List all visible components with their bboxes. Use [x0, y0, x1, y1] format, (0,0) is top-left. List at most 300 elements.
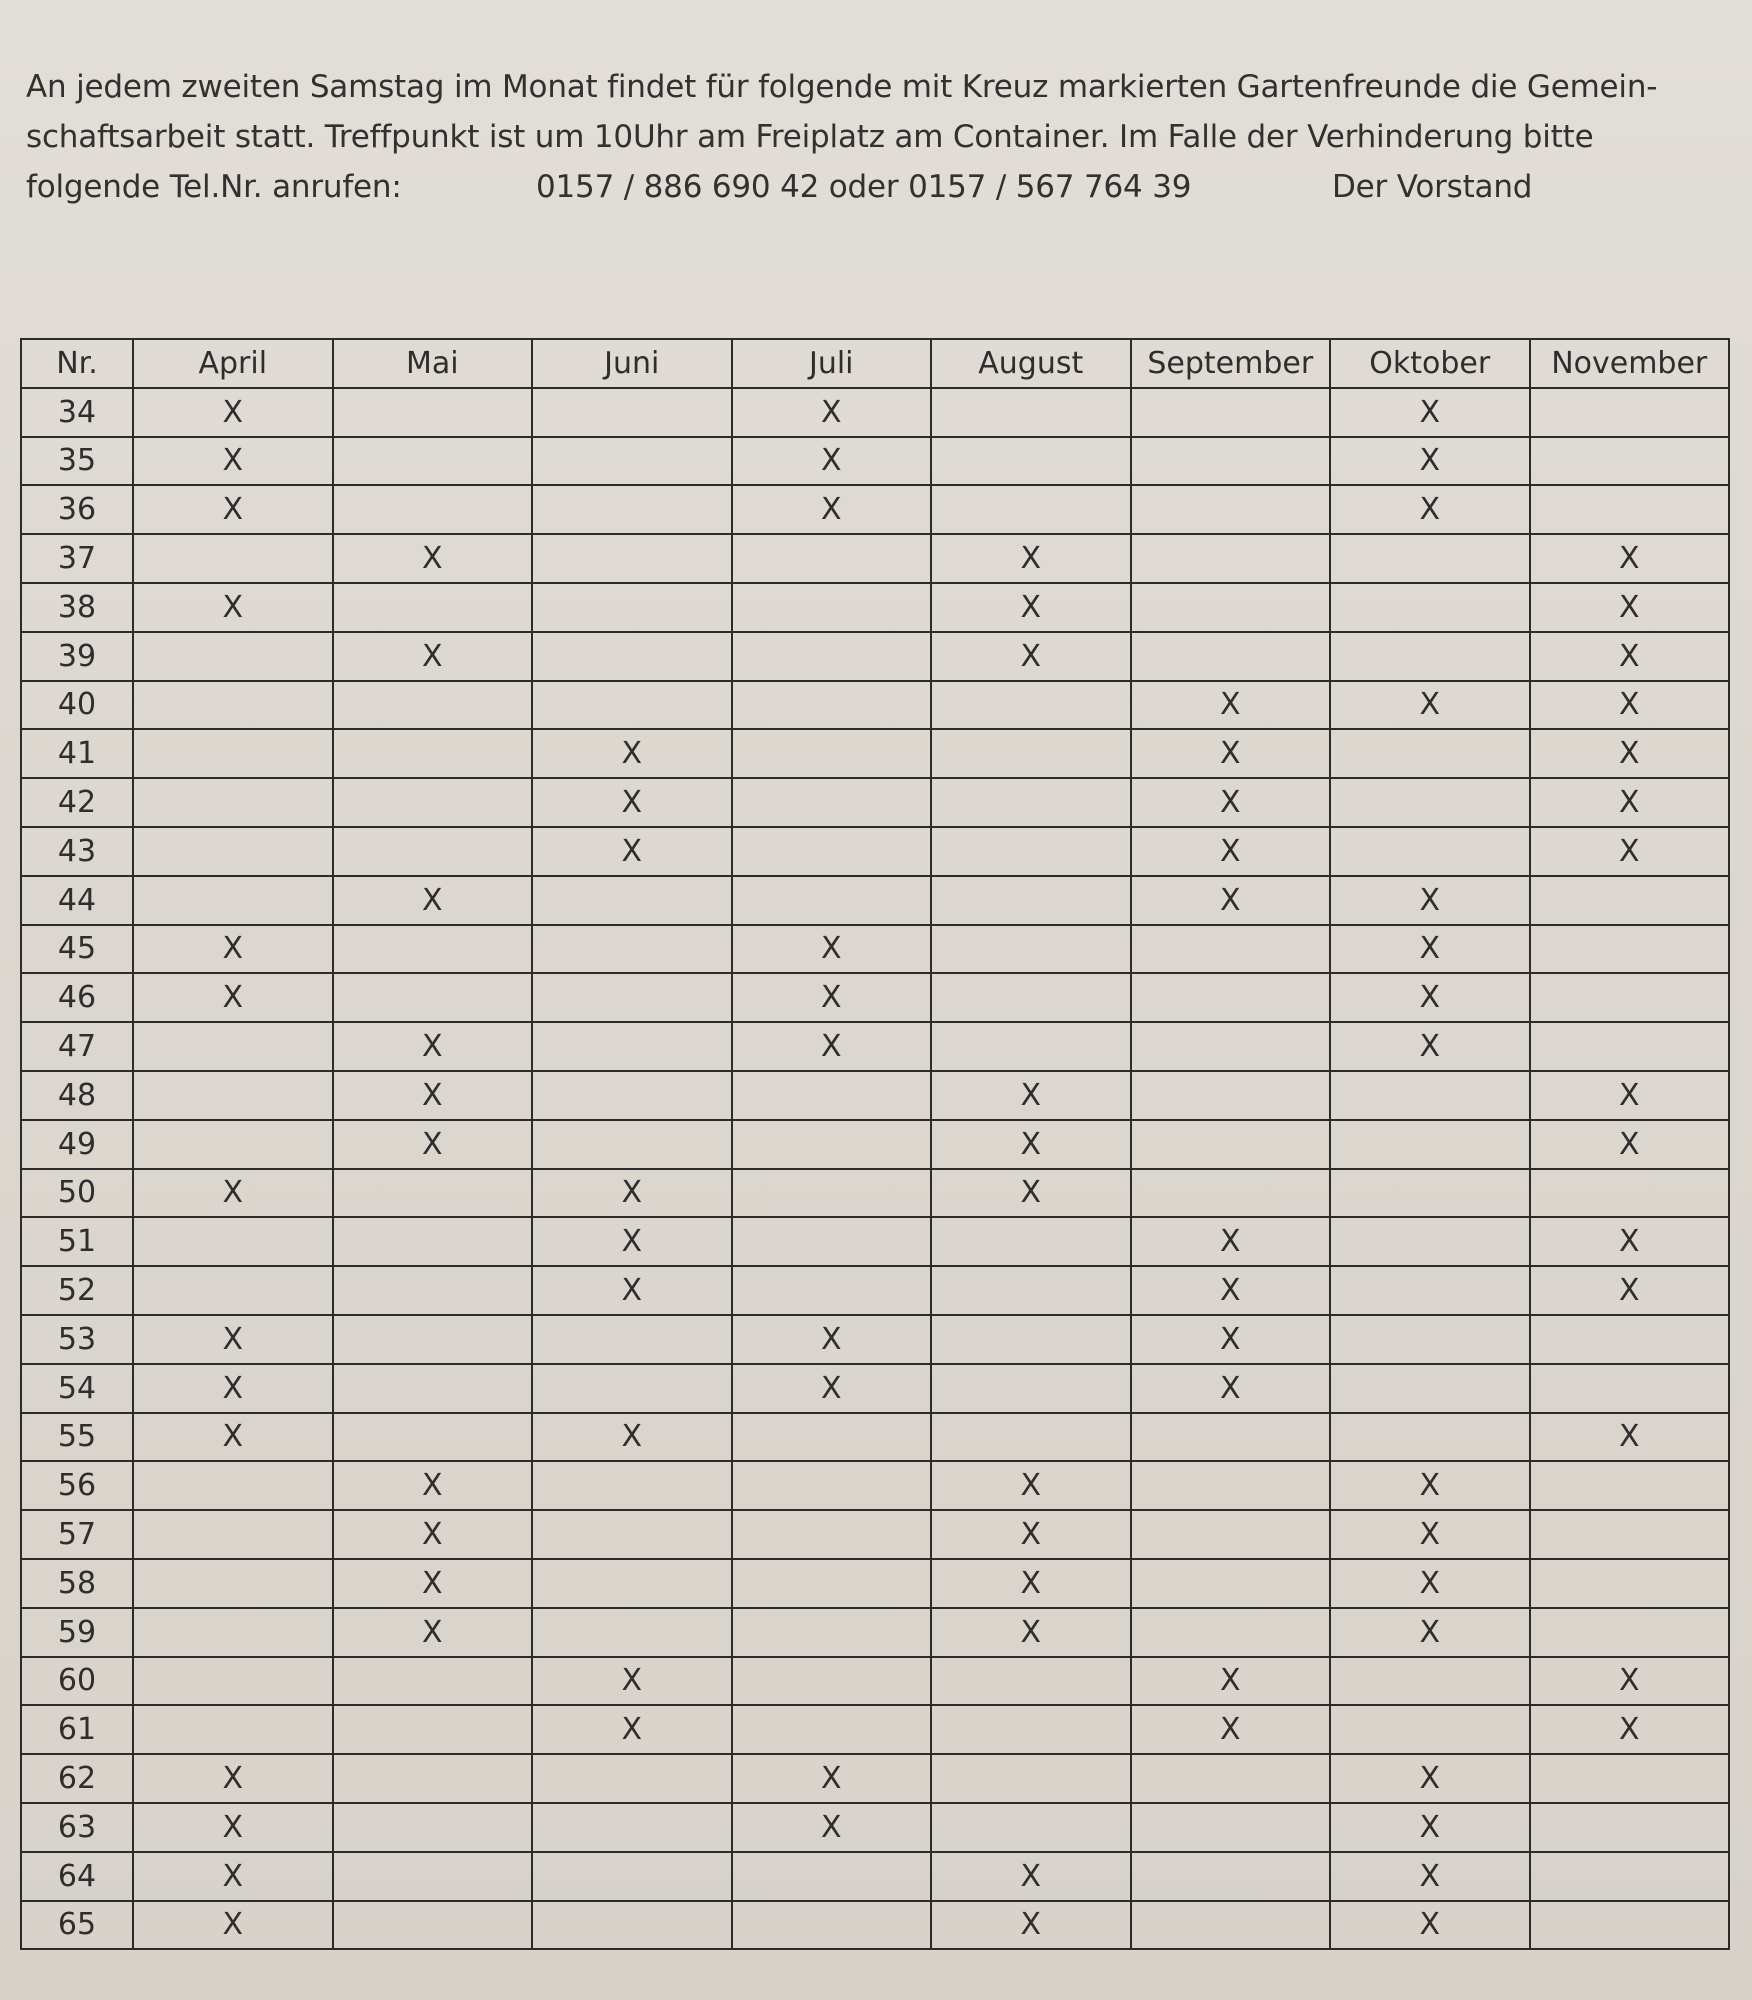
schedule-cell: X: [1131, 827, 1331, 876]
table-row: [21, 534, 1729, 583]
schedule-cell: [532, 534, 732, 583]
schedule-cell: [532, 437, 732, 486]
row-number: 41: [21, 729, 133, 778]
schedule-cell: X: [1530, 1657, 1730, 1706]
schedule-cell: [1131, 1754, 1331, 1803]
schedule-cell: [532, 1071, 732, 1120]
schedule-cell: X: [333, 876, 533, 925]
schedule-cell: [133, 729, 333, 778]
schedule-cell: [931, 1657, 1131, 1706]
schedule-cell: X: [931, 1510, 1131, 1559]
schedule-cell: [532, 1461, 732, 1510]
schedule-cell: [532, 485, 732, 534]
schedule-cell: [532, 1901, 732, 1950]
column-header: Juli: [732, 339, 932, 388]
schedule-cell: [732, 729, 932, 778]
schedule-cell: [1131, 1120, 1331, 1169]
row-number: 45: [21, 925, 133, 974]
schedule-cell: X: [1330, 1803, 1530, 1852]
schedule-cell: X: [532, 1413, 732, 1462]
schedule-cell: [732, 827, 932, 876]
schedule-cell: [133, 1510, 333, 1559]
schedule-cell: X: [732, 1364, 932, 1413]
schedule-cell: [1131, 437, 1331, 486]
schedule-cell: X: [732, 925, 932, 974]
schedule-cell: X: [1530, 632, 1730, 681]
schedule-cell: X: [1530, 1217, 1730, 1266]
schedule-cell: X: [133, 925, 333, 974]
schedule-cell: [333, 827, 533, 876]
schedule-cell: [931, 1705, 1131, 1754]
schedule-cell: X: [133, 485, 333, 534]
schedule-cell: [1131, 1852, 1331, 1901]
schedule-cell: X: [1330, 388, 1530, 437]
schedule-cell: [732, 1657, 932, 1706]
schedule-cell: [732, 1071, 932, 1120]
schedule-cell: [1330, 827, 1530, 876]
schedule-cell: X: [931, 1461, 1131, 1510]
table-row: [21, 1657, 1729, 1706]
schedule-cell: X: [532, 1169, 732, 1218]
schedule-cell: [1530, 1364, 1730, 1413]
schedule-cell: X: [1330, 973, 1530, 1022]
row-number: 51: [21, 1217, 133, 1266]
column-header: Nr.: [21, 339, 133, 388]
schedule-cell: [333, 1364, 533, 1413]
schedule-cell: [133, 1120, 333, 1169]
schedule-cell: [133, 1657, 333, 1706]
schedule-cell: [1330, 729, 1530, 778]
schedule-table: [20, 338, 1730, 1950]
schedule-cell: X: [532, 778, 732, 827]
schedule-cell: [931, 1803, 1131, 1852]
schedule-cell: [1330, 1266, 1530, 1315]
schedule-cell: [931, 1315, 1131, 1364]
schedule-cell: [1131, 1169, 1331, 1218]
schedule-cell: [931, 729, 1131, 778]
schedule-cell: X: [1530, 729, 1730, 778]
schedule-cell: X: [931, 534, 1131, 583]
schedule-cell: X: [133, 437, 333, 486]
schedule-cell: [333, 1852, 533, 1901]
schedule-cell: [1530, 1022, 1730, 1071]
column-header: Mai: [333, 339, 533, 388]
schedule-cell: [732, 583, 932, 632]
schedule-cell: X: [1330, 876, 1530, 925]
schedule-cell: [532, 973, 732, 1022]
schedule-cell: [1530, 1852, 1730, 1901]
row-number: 56: [21, 1461, 133, 1510]
row-number: 48: [21, 1071, 133, 1120]
table-row: [21, 973, 1729, 1022]
schedule-cell: [532, 1364, 732, 1413]
schedule-cell: [1131, 1510, 1331, 1559]
schedule-cell: [1131, 973, 1331, 1022]
schedule-cell: [133, 876, 333, 925]
table-row: [21, 1266, 1729, 1315]
schedule-cell: [532, 1120, 732, 1169]
schedule-cell: [133, 1022, 333, 1071]
schedule-cell: [333, 925, 533, 974]
column-header: August: [931, 339, 1131, 388]
schedule-cell: X: [532, 729, 732, 778]
column-header: April: [133, 339, 333, 388]
schedule-cell: [1330, 534, 1530, 583]
schedule-cell: [333, 1413, 533, 1462]
schedule-cell: [1330, 1315, 1530, 1364]
table-row: [21, 632, 1729, 681]
schedule-cell: X: [1131, 681, 1331, 730]
schedule-cell: [333, 1169, 533, 1218]
schedule-cell: [1131, 1608, 1331, 1657]
schedule-cell: X: [931, 1901, 1131, 1950]
schedule-cell: [732, 632, 932, 681]
schedule-cell: [732, 1169, 932, 1218]
schedule-cell: [732, 778, 932, 827]
table-row: [21, 437, 1729, 486]
schedule-cell: [1131, 388, 1331, 437]
schedule-cell: [333, 1266, 533, 1315]
schedule-cell: [1330, 778, 1530, 827]
schedule-cell: X: [333, 1510, 533, 1559]
schedule-cell: [732, 1120, 932, 1169]
schedule-cell: [333, 1705, 533, 1754]
schedule-cell: X: [931, 632, 1131, 681]
schedule-cell: [333, 583, 533, 632]
schedule-cell: [133, 632, 333, 681]
schedule-cell: [1330, 632, 1530, 681]
intro-line-3: folgende Tel.Nr. anrufen:: [26, 169, 402, 205]
schedule-cell: [133, 1705, 333, 1754]
schedule-cell: [1530, 1510, 1730, 1559]
schedule-cell: [1330, 1413, 1530, 1462]
schedule-cell: [333, 778, 533, 827]
schedule-cell: X: [732, 388, 932, 437]
schedule-cell: [1131, 1413, 1331, 1462]
schedule-cell: [532, 876, 732, 925]
column-header: November: [1530, 339, 1730, 388]
schedule-cell: X: [931, 1120, 1131, 1169]
row-number: 63: [21, 1803, 133, 1852]
schedule-cell: X: [1330, 681, 1530, 730]
schedule-cell: X: [1131, 1657, 1331, 1706]
schedule-cell: [1530, 1461, 1730, 1510]
schedule-cell: [333, 388, 533, 437]
row-number: 36: [21, 485, 133, 534]
row-number: 52: [21, 1266, 133, 1315]
schedule-cell: [532, 925, 732, 974]
row-number: 35: [21, 437, 133, 486]
schedule-cell: X: [732, 1754, 932, 1803]
schedule-cell: [1131, 925, 1331, 974]
schedule-cell: X: [1131, 1217, 1331, 1266]
row-number: 46: [21, 973, 133, 1022]
schedule-cell: X: [1530, 1413, 1730, 1462]
schedule-cell: X: [931, 1608, 1131, 1657]
schedule-cell: [532, 1608, 732, 1657]
row-number: 39: [21, 632, 133, 681]
schedule-cell: X: [133, 1852, 333, 1901]
schedule-cell: [732, 1852, 932, 1901]
table-row: [21, 778, 1729, 827]
schedule-cell: [732, 876, 932, 925]
schedule-cell: X: [1530, 583, 1730, 632]
schedule-cell: X: [1530, 827, 1730, 876]
table-row: [21, 1901, 1729, 1950]
schedule-cell: X: [333, 1022, 533, 1071]
schedule-cell: [931, 973, 1131, 1022]
schedule-cell: X: [1131, 876, 1331, 925]
schedule-cell: X: [1330, 1022, 1530, 1071]
schedule-cell: [1330, 1364, 1530, 1413]
schedule-cell: X: [1330, 1461, 1530, 1510]
schedule-cell: [532, 1510, 732, 1559]
schedule-cell: [931, 1413, 1131, 1462]
schedule-cell: [1530, 876, 1730, 925]
row-number: 50: [21, 1169, 133, 1218]
schedule-cell: [1330, 1071, 1530, 1120]
schedule-cell: [1530, 1169, 1730, 1218]
row-number: 64: [21, 1852, 133, 1901]
schedule-cell: X: [1330, 1852, 1530, 1901]
schedule-cell: [1131, 583, 1331, 632]
schedule-cell: X: [133, 1901, 333, 1950]
table-row: [21, 827, 1729, 876]
schedule-cell: [133, 681, 333, 730]
row-number: 59: [21, 1608, 133, 1657]
table-row: [21, 1803, 1729, 1852]
schedule-cell: X: [1530, 681, 1730, 730]
row-number: 55: [21, 1413, 133, 1462]
schedule-cell: [732, 1510, 932, 1559]
schedule-cell: X: [732, 973, 932, 1022]
row-number: 53: [21, 1315, 133, 1364]
schedule-cell: [931, 681, 1131, 730]
schedule-cell: X: [1330, 1559, 1530, 1608]
schedule-cell: [1131, 1022, 1331, 1071]
schedule-cell: X: [133, 1364, 333, 1413]
schedule-cell: [1131, 1461, 1331, 1510]
row-number: 60: [21, 1657, 133, 1706]
schedule-cell: X: [1131, 1364, 1331, 1413]
schedule-cell: X: [1330, 1510, 1530, 1559]
schedule-cell: X: [133, 1413, 333, 1462]
table-row: [21, 1071, 1729, 1120]
row-number: 61: [21, 1705, 133, 1754]
schedule-cell: [732, 1413, 932, 1462]
schedule-cell: X: [931, 1852, 1131, 1901]
table-row: [21, 1022, 1729, 1071]
schedule-cell: [732, 681, 932, 730]
schedule-cell: X: [931, 1071, 1131, 1120]
schedule-cell: [1530, 437, 1730, 486]
schedule-cell: X: [333, 632, 533, 681]
schedule-cell: [133, 1071, 333, 1120]
column-header: Juni: [532, 339, 732, 388]
row-number: 43: [21, 827, 133, 876]
schedule-cell: [1330, 1705, 1530, 1754]
schedule-cell: [931, 485, 1131, 534]
schedule-cell: [133, 1559, 333, 1608]
schedule-cell: X: [333, 1120, 533, 1169]
schedule-cell: [1530, 388, 1730, 437]
schedule-cell: [333, 1217, 533, 1266]
schedule-cell: [133, 1266, 333, 1315]
table-row: [21, 876, 1729, 925]
schedule-cell: X: [333, 1461, 533, 1510]
row-number: 47: [21, 1022, 133, 1071]
row-number: 34: [21, 388, 133, 437]
schedule-cell: [532, 1754, 732, 1803]
schedule-cell: [1530, 973, 1730, 1022]
table-row: [21, 1364, 1729, 1413]
schedule-cell: X: [1131, 778, 1331, 827]
schedule-cell: [1131, 1901, 1331, 1950]
schedule-cell: [1330, 1217, 1530, 1266]
schedule-cell: [333, 681, 533, 730]
table-row: [21, 1413, 1729, 1462]
schedule-cell: [133, 534, 333, 583]
schedule-cell: X: [133, 1169, 333, 1218]
schedule-cell: X: [1330, 485, 1530, 534]
schedule-cell: [1530, 1901, 1730, 1950]
schedule-cell: [333, 485, 533, 534]
row-number: 54: [21, 1364, 133, 1413]
table-row: [21, 1217, 1729, 1266]
schedule-cell: X: [1330, 925, 1530, 974]
row-number: 38: [21, 583, 133, 632]
schedule-cell: X: [1131, 729, 1331, 778]
table-row: [21, 681, 1729, 730]
schedule-cell: [333, 1315, 533, 1364]
schedule-cell: [532, 388, 732, 437]
table-row: [21, 388, 1729, 437]
schedule-cell: X: [1330, 437, 1530, 486]
table-row: [21, 1120, 1729, 1169]
schedule-cell: X: [732, 437, 932, 486]
schedule-cell: X: [532, 827, 732, 876]
schedule-cell: X: [532, 1266, 732, 1315]
schedule-cell: [532, 1852, 732, 1901]
schedule-cell: [931, 1022, 1131, 1071]
row-number: 58: [21, 1559, 133, 1608]
schedule-cell: X: [1131, 1315, 1331, 1364]
table-row: [21, 1852, 1729, 1901]
schedule-cell: [1530, 925, 1730, 974]
row-number: 62: [21, 1754, 133, 1803]
schedule-cell: X: [133, 583, 333, 632]
schedule-cell: [732, 1217, 932, 1266]
schedule-cell: X: [732, 1022, 932, 1071]
schedule-cell: X: [133, 1803, 333, 1852]
table-row: [21, 1315, 1729, 1364]
row-number: 49: [21, 1120, 133, 1169]
schedule-cell: [333, 1754, 533, 1803]
schedule-cell: [1530, 485, 1730, 534]
schedule-cell: X: [1530, 534, 1730, 583]
schedule-cell: X: [931, 1169, 1131, 1218]
schedule-cell: [931, 827, 1131, 876]
schedule-cell: X: [133, 388, 333, 437]
schedule-cell: X: [532, 1657, 732, 1706]
schedule-cell: X: [532, 1705, 732, 1754]
schedule-cell: X: [532, 1217, 732, 1266]
intro-line-2: schaftsarbeit statt. Treffpunkt ist um 10Uhr am Freiplatz am Container. Im Falle der Verhinderung bitte: [26, 119, 1594, 155]
table-row: [21, 485, 1729, 534]
schedule-cell: [532, 1803, 732, 1852]
schedule-cell: X: [133, 1754, 333, 1803]
schedule-cell: X: [732, 1315, 932, 1364]
schedule-cell: [1330, 1657, 1530, 1706]
schedule-cell: X: [1330, 1608, 1530, 1657]
schedule-cell: [133, 1608, 333, 1657]
schedule-cell: [931, 778, 1131, 827]
schedule-cell: [732, 1559, 932, 1608]
intro-line-1: An jedem zweiten Samstag im Monat findet für folgende mit Kreuz markierten Gartenfreunde die Gemein-: [26, 69, 1658, 105]
schedule-cell: [1530, 1754, 1730, 1803]
table-row: [21, 1461, 1729, 1510]
schedule-cell: [931, 388, 1131, 437]
table-row: [21, 1754, 1729, 1803]
schedule-cell: [732, 1705, 932, 1754]
intro-text: [26, 62, 1726, 212]
schedule-cell: X: [732, 485, 932, 534]
column-header: Oktober: [1330, 339, 1530, 388]
table-row: [21, 729, 1729, 778]
schedule-cell: X: [333, 1071, 533, 1120]
schedule-cell: [1131, 485, 1331, 534]
schedule-cell: [532, 1559, 732, 1608]
schedule-cell: [1330, 583, 1530, 632]
schedule-cell: [1330, 1169, 1530, 1218]
schedule-cell: X: [1530, 1705, 1730, 1754]
schedule-cell: X: [732, 1803, 932, 1852]
schedule-cell: X: [1530, 1266, 1730, 1315]
schedule-cell: [732, 1461, 932, 1510]
schedule-cell: X: [1131, 1705, 1331, 1754]
schedule-cell: [532, 632, 732, 681]
schedule-cell: X: [931, 1559, 1131, 1608]
table-row: [21, 925, 1729, 974]
schedule-cell: [1131, 534, 1331, 583]
schedule-cell: [931, 1217, 1131, 1266]
schedule-cell: [732, 1901, 932, 1950]
schedule-cell: [1131, 632, 1331, 681]
schedule-cell: [931, 876, 1131, 925]
schedule-cell: [532, 1022, 732, 1071]
schedule-cell: [931, 1754, 1131, 1803]
schedule-cell: [333, 729, 533, 778]
schedule-cell: X: [931, 583, 1131, 632]
table-row: [21, 1169, 1729, 1218]
table-row: [21, 583, 1729, 632]
schedule-cell: [1131, 1803, 1331, 1852]
schedule-cell: [532, 1315, 732, 1364]
schedule-cell: [333, 973, 533, 1022]
schedule-cell: [1530, 1559, 1730, 1608]
signature: Der Vorstand: [1332, 169, 1533, 205]
schedule-cell: X: [1530, 1071, 1730, 1120]
row-number: 57: [21, 1510, 133, 1559]
table-row: [21, 1559, 1729, 1608]
schedule-cell: [1530, 1803, 1730, 1852]
schedule-cell: [1530, 1608, 1730, 1657]
column-header: September: [1131, 339, 1331, 388]
schedule-cell: [732, 534, 932, 583]
schedule-cell: X: [1131, 1266, 1331, 1315]
row-number: 40: [21, 681, 133, 730]
schedule-cell: [931, 437, 1131, 486]
